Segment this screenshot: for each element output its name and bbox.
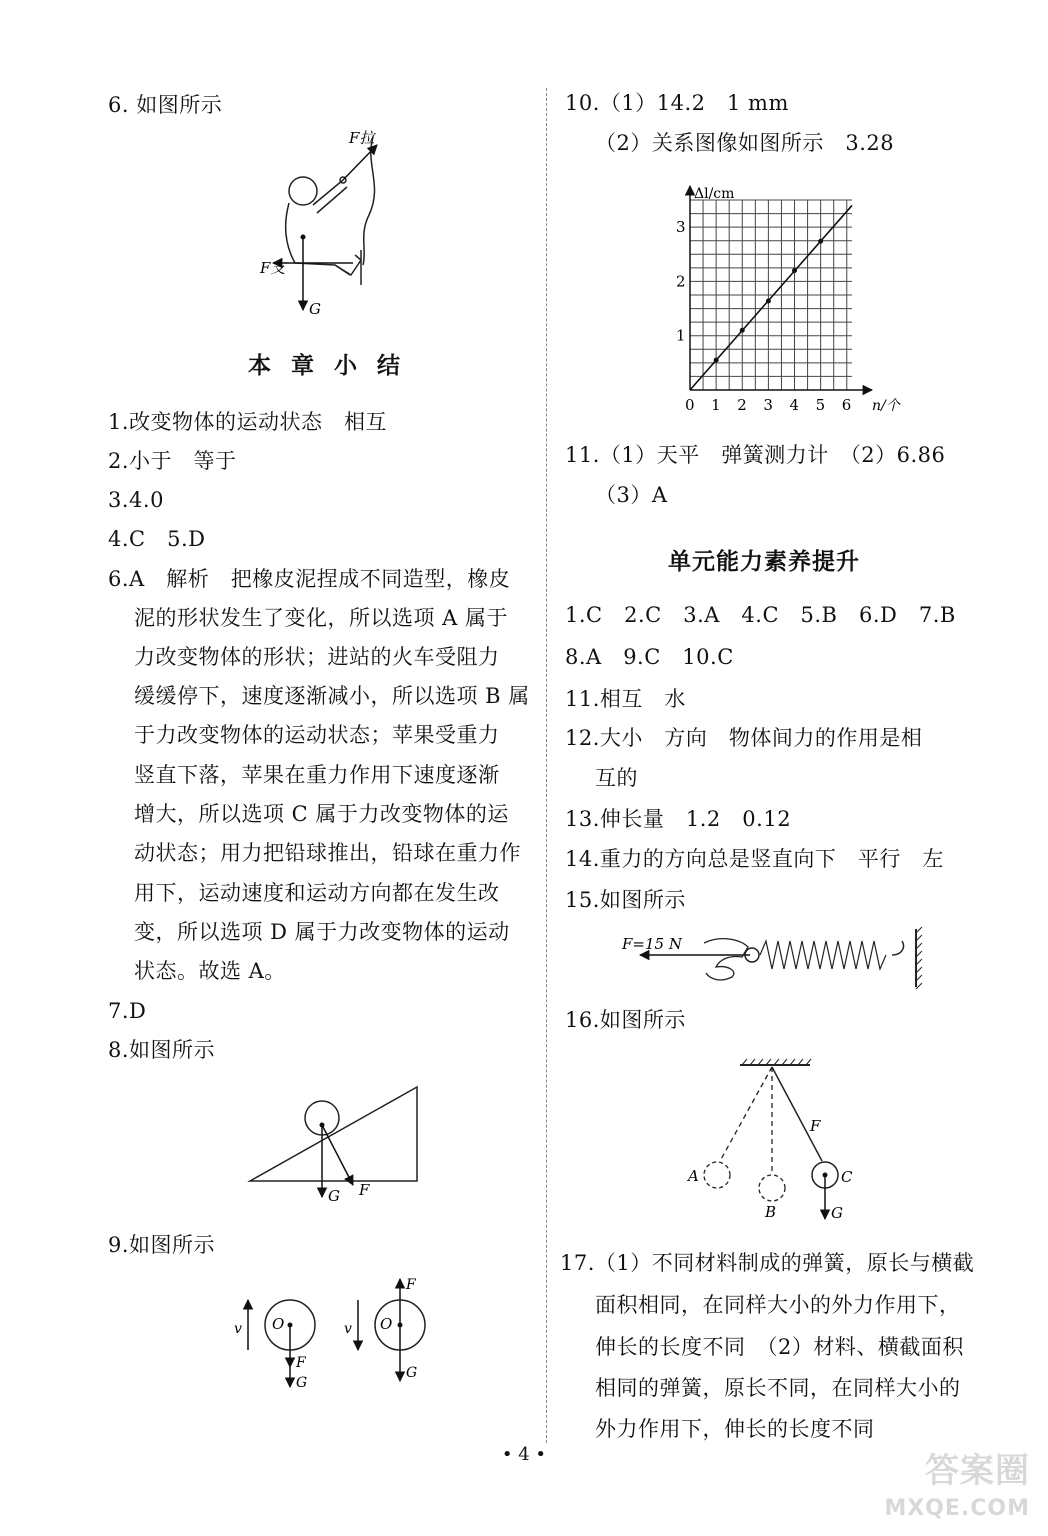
right-line: 互的 bbox=[595, 766, 638, 790]
x-tick-label: 5 bbox=[815, 396, 826, 414]
left-line: 用下，运动速度和运动方向都在发生改 bbox=[134, 881, 500, 905]
q11-part2: （3）A bbox=[595, 483, 668, 507]
fig6-f-zhi: F支 bbox=[260, 259, 286, 277]
right-line: 12.大小 方向 物体间力的作用是相 bbox=[565, 726, 923, 750]
column-divider bbox=[546, 88, 547, 1443]
data-point bbox=[714, 358, 719, 363]
fig15-label: F=15 N bbox=[622, 935, 682, 953]
left-line: 7.D bbox=[108, 999, 147, 1023]
figure-6-climber bbox=[255, 125, 405, 325]
unit-title: 单元能力素养提升 bbox=[668, 549, 860, 575]
left-line: 1.改变物体的运动状态 相互 bbox=[108, 410, 388, 434]
fig9-v-2: v bbox=[344, 1321, 352, 1337]
q17-line: 面积相同，在同样大小的外力作用下， bbox=[595, 1293, 961, 1317]
left-line: 8.如图所示 bbox=[108, 1038, 216, 1062]
data-point bbox=[766, 298, 771, 303]
x-tick-label: 4 bbox=[789, 396, 800, 414]
left-line: 4.C 5.D bbox=[108, 527, 206, 551]
watermark-logo bbox=[884, 1452, 1030, 1528]
left-line: 竖直下落，苹果在重力作用下速度逐渐 bbox=[134, 763, 500, 787]
graph-spring-extension bbox=[672, 182, 912, 422]
chart-ylabel: Δl/cm bbox=[694, 186, 735, 202]
figure-8-incline bbox=[245, 1085, 425, 1205]
left-line: 泥的形状发生了变化，所以选项 A 属于 bbox=[134, 606, 509, 630]
data-point bbox=[792, 268, 797, 273]
watermark-line: 答案圈 bbox=[925, 1451, 1030, 1491]
watermark-line: MXQE.COM bbox=[884, 1496, 1030, 1521]
y-tick-label: 3 bbox=[676, 218, 686, 237]
left-line: 增大，所以选项 C 属于力改变物体的运 bbox=[134, 802, 509, 826]
right-line: 8.A 9.C 10.C bbox=[565, 645, 734, 669]
x-tick-label: 2 bbox=[737, 396, 747, 414]
page-number: • 4 • bbox=[501, 1444, 547, 1465]
fig9-g-2: G bbox=[406, 1365, 418, 1381]
fig16-g: G bbox=[831, 1204, 843, 1222]
fig16-c: C bbox=[841, 1168, 853, 1186]
left-line: 2.小于 等于 bbox=[108, 449, 237, 473]
left-line: 状态。故选 A。 bbox=[134, 959, 286, 983]
left-line: 3.4.0 bbox=[108, 488, 164, 512]
right-line: 14.重力的方向总是竖直向下 平行 左 bbox=[565, 847, 944, 871]
left-line: 缓缓停下，速度逐渐减小，所以选项 B 属 bbox=[134, 684, 530, 708]
q17-line: 相同的弹簧，原长不同，在同样大小的 bbox=[595, 1376, 961, 1400]
x-tick-label: 0 bbox=[685, 396, 695, 414]
figure-9-balls bbox=[230, 1275, 440, 1395]
fig16-f: F bbox=[810, 1117, 821, 1135]
right-line: 1.C 2.C 3.A 4.C 5.B 6.D 7.B bbox=[565, 603, 956, 627]
right-line: 15.如图所示 bbox=[565, 888, 686, 912]
fig16-b: B bbox=[765, 1203, 777, 1221]
q10-part2: （2）关系图像如图所示 3.28 bbox=[595, 131, 895, 155]
q11-part1: 11.（1）天平 弹簧测力计 （2）6.86 bbox=[565, 443, 946, 467]
fig6-f-la: F拉 bbox=[349, 129, 375, 147]
q10-part1: 10.（1）14.2 1 mm bbox=[565, 91, 789, 115]
q17-line: 外力作用下，伸长的长度不同 bbox=[595, 1417, 875, 1441]
left-line: 力改变物体的形状；进站的火车受阻力 bbox=[134, 645, 500, 669]
left-line: 变，所以选项 D 属于力改变物体的运动 bbox=[134, 920, 510, 944]
left-line: 于力改变物体的运动状态；苹果受重力 bbox=[134, 723, 500, 747]
data-point bbox=[818, 239, 823, 244]
x-tick-label: 1 bbox=[711, 396, 721, 414]
fig9-f-2: F bbox=[406, 1277, 416, 1293]
q17-line: 伸长的长度不同 （2）材料、横截面积 bbox=[595, 1335, 964, 1359]
figure-15-spring bbox=[620, 925, 930, 995]
right-line: 11.相互 水 bbox=[565, 687, 686, 711]
chapter-summary-title: 本 章 小 结 bbox=[248, 353, 407, 379]
fig9-g-1: G bbox=[296, 1375, 308, 1391]
data-point bbox=[740, 328, 745, 333]
fig9-o-2: O bbox=[380, 1315, 393, 1333]
q9-label: 9.如图所示 bbox=[108, 1233, 216, 1257]
fig9-o-1: O bbox=[272, 1315, 285, 1333]
y-tick-label: 1 bbox=[676, 326, 686, 345]
fig6-g: G bbox=[309, 300, 321, 318]
left-line: 动状态；用力把铅球推出，铅球在重力作 bbox=[134, 841, 521, 865]
q6-label: 6. 如图所示 bbox=[108, 93, 223, 117]
series-line bbox=[690, 205, 852, 390]
fig9-v-1: v bbox=[234, 1321, 242, 1337]
q17-line: 17.（1）不同材料制成的弹簧，原长与横截 bbox=[560, 1251, 975, 1275]
fig9-f-1: F bbox=[296, 1355, 306, 1371]
fig8-f: F bbox=[359, 1181, 370, 1199]
figure-16-pendulum bbox=[680, 1055, 870, 1225]
q16-label: 16.如图所示 bbox=[565, 1008, 686, 1032]
fig8-g: G bbox=[328, 1187, 340, 1205]
right-line: 13.伸长量 1.2 0.12 bbox=[565, 807, 792, 831]
y-tick-label: 2 bbox=[676, 272, 686, 291]
x-tick-label: 6 bbox=[841, 396, 852, 414]
x-tick-label: 3 bbox=[763, 396, 773, 414]
chart-xlabel: n/个 bbox=[872, 398, 900, 414]
left-line: 6.A 解析 把橡皮泥捏成不同造型，橡皮 bbox=[108, 567, 511, 591]
fig16-a: A bbox=[688, 1167, 699, 1185]
